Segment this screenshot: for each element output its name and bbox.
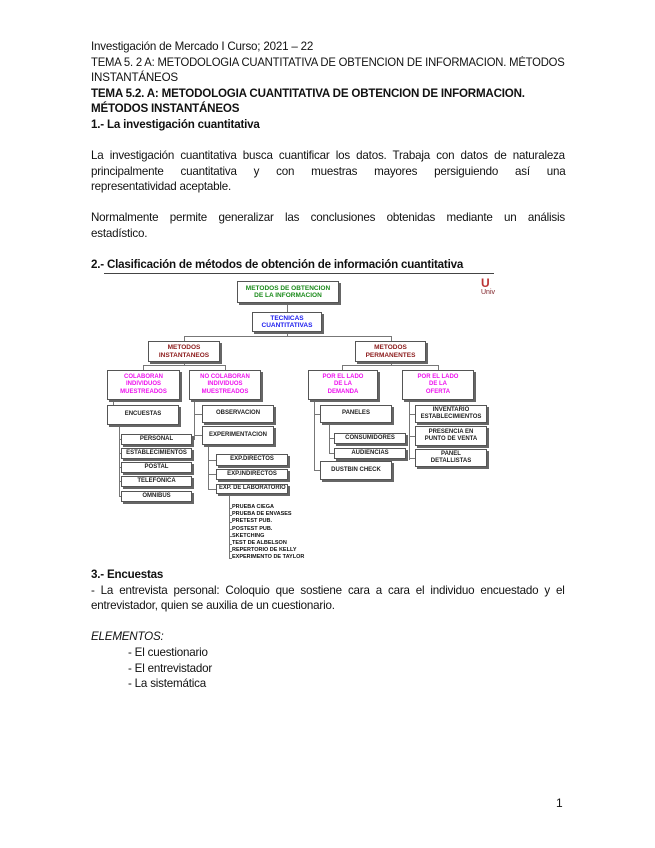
- diagram-node-demanda: [308, 370, 378, 400]
- lab-method-item: EXPERIMENTO DE TAYLOR: [232, 554, 305, 561]
- diagram-node-label: CONSUMIDORES: [345, 434, 395, 441]
- connector-line: [287, 303, 288, 312]
- diagram-node-postal: [121, 462, 192, 473]
- diagram-node-paneles: [320, 405, 392, 423]
- connector-line: [314, 400, 315, 470]
- diagram-node-label: ESTABLECIMIENTOS: [126, 449, 187, 456]
- list-item-text: - El cuestionario: [128, 646, 208, 659]
- diagram-node-personal: [121, 434, 192, 445]
- diagram-node-panel-detallistas: [415, 449, 487, 467]
- diagram-node-presencia: [415, 426, 487, 446]
- lab-method-item: POSTEST PUB.: [232, 525, 273, 532]
- paragraph-line-text: representatividad aceptable.: [91, 180, 232, 193]
- connector-line: [208, 489, 216, 490]
- connector-line: [342, 365, 438, 366]
- diagram-node-label: POR EL LADO DE LA DEMANDA: [322, 373, 364, 395]
- paragraph-line: [91, 583, 565, 599]
- elements-label-text: ELEMENTOS:: [91, 630, 164, 643]
- diagram-node-label: METODOS INSTANTANEOS: [158, 344, 210, 359]
- diagram-node-label: INVENTARIO ESTABLECIMIENTOS: [420, 406, 482, 420]
- lab-method-item: TEST DE ALBELSON: [232, 540, 287, 546]
- connector-line: [208, 445, 209, 489]
- document-title-text: TEMA 5.2. A: METODOLOGIA CUANTITATIVA DE OBTENCION DE INFORMACION.: [91, 86, 525, 100]
- diagram-node-label: TECNICAS CUANTITATIVAS: [261, 314, 313, 329]
- diagram-node-label: TELEFONICA: [137, 477, 176, 484]
- diagram-node-label: NO COLABORAN INDIVIDUOS MUESTREADOS: [200, 373, 250, 395]
- lab-method-item: PRUEBA CIEGA: [232, 504, 274, 510]
- diagram-node-label: PRESENCIA EN PUNTO DE VENTA: [424, 428, 478, 442]
- diagram-node-root: [237, 281, 339, 303]
- lab-method-item: PRETEST PUB.: [232, 518, 273, 525]
- lab-method-item: SKETCHING: [232, 532, 265, 539]
- diagram-node-label: METODOS DE OBTENCION DE LA INFORMACION: [245, 284, 331, 299]
- paragraph-line-text: La investigación cuantitativa busca cuantificar los datos. Trabaja con datos de naturaleza: [91, 149, 565, 162]
- header-line-text: INSTANTÁNEOS: [91, 71, 178, 84]
- diagram-node-label: POR EL LADO DE LA OFERTA: [417, 373, 459, 395]
- diagram-node-label: ENCUESTAS: [124, 411, 162, 418]
- diagram-node-experimentacion: [202, 426, 274, 445]
- diagram-node-label: EXP. DE LABORATORIO: [218, 485, 286, 492]
- diagram-node-permanentes: [355, 341, 426, 362]
- header-line-text: TEMA 5. 2 A: METODOLOGIA CUANTITATIVA DE OBTENCION DE INFORMACION. MÉTODOS: [91, 55, 565, 69]
- paragraph-line-text: estadístico.: [91, 226, 148, 240]
- section-heading-text: 1.- La investigación cuantitativa: [91, 117, 260, 131]
- connector-line: [208, 460, 216, 461]
- diagram-node-establecimientos: [121, 448, 192, 459]
- list-item: [128, 645, 558, 661]
- diagram-node-exp-laboratorio: [216, 484, 288, 494]
- lab-method-item: REPERTORIO DE KELLY: [232, 547, 297, 554]
- diagram-node-label: OMNIBUS: [142, 492, 171, 499]
- diagram-node-label: PERSONAL: [139, 435, 174, 442]
- diagram-node-consumidores: [334, 433, 406, 444]
- diagram-node-tecnicas: [252, 312, 322, 332]
- diagram-node-instantaneos: [148, 341, 220, 362]
- list-item: [128, 661, 558, 677]
- diagram-node-telefonica: [121, 476, 192, 487]
- diagram-node-colaboran: [107, 370, 180, 400]
- diagram-node-encuestas: [107, 405, 179, 425]
- connector-line: [409, 400, 410, 460]
- diagram-node-label: EXP.DIRECTOS: [230, 456, 274, 463]
- connector-line: [119, 425, 120, 497]
- diagram-node-no-colaboran: [189, 370, 261, 400]
- diagram-node-observacion: [202, 405, 274, 423]
- connector-line: [184, 336, 392, 337]
- divider: [104, 273, 494, 274]
- diagram-node-label: PANELES: [342, 410, 370, 417]
- connector-line: [184, 362, 185, 365]
- paragraph-line-text: principalmente cuantitativa y con muestras mayores persiguiendo así una: [91, 164, 566, 178]
- diagram-node-audiencias: [334, 448, 406, 459]
- paragraph-line-text: entrevistador, quien se auxilia de un cuestionario.: [91, 599, 335, 612]
- document-title-text: MÉTODOS INSTANTÁNEOS: [91, 102, 240, 115]
- diagram-node-label: OBSERVACION: [215, 410, 261, 417]
- lab-method-item: PRUEBA DE ENVASES: [232, 511, 292, 518]
- connector-line: [194, 435, 202, 436]
- list-item-text: - El entrevistador: [128, 661, 213, 675]
- paragraph-line-text: Normalmente permite generalizar las conclusiones obtenidas mediante un análisis: [91, 211, 565, 224]
- diagram-node-label: DUSTBIN CHECK: [331, 466, 381, 473]
- connector-line: [194, 400, 195, 440]
- header-line-text: Investigación de Mercado I Curso; 2021 – 22: [91, 40, 314, 53]
- diagram-node-omnibus: [121, 491, 192, 502]
- section-heading-text: 2.- Clasificación de métodos de obtención de información cuantitativa: [91, 258, 464, 271]
- paragraph-line: [91, 598, 565, 614]
- diagram-node-oferta: [402, 370, 474, 400]
- diagram-node-inventario: [415, 405, 487, 423]
- connector-line: [229, 494, 230, 558]
- diagram-node-exp-indirectos: [216, 469, 288, 480]
- elements-label: [91, 629, 565, 645]
- diagram-node-label: METODOS PERMANENTES: [365, 344, 416, 359]
- connector-line: [143, 365, 225, 366]
- section-heading: [91, 567, 565, 583]
- page-number: 1: [556, 796, 563, 810]
- list-item: [128, 676, 558, 692]
- diagram-node-exp-directos: [216, 454, 288, 466]
- diagram-node-label: EXPERIMENTACION: [209, 431, 267, 438]
- diagram-node-label: POSTAL: [144, 463, 169, 470]
- connector-line: [194, 414, 202, 415]
- diagram-node-label: EXP.INDIRECTOS: [227, 470, 277, 477]
- diagram-node-label: AUDIENCIAS: [351, 449, 389, 456]
- list-item-text: - La sistemática: [128, 677, 206, 690]
- paragraph-line-text: - La entrevista personal: Coloquio que sostiene cara a cara el individuo encuestado y el: [91, 583, 565, 597]
- university-logo: U Univ: [481, 276, 496, 296]
- diagram-node-dustbin: [320, 461, 392, 480]
- section-heading-text: 3.- Encuestas: [91, 568, 164, 581]
- connector-line: [208, 474, 216, 475]
- diagram-node-label: COLABORAN INDIVIDUOS MUESTREADOS: [120, 373, 167, 395]
- diagram-node-label: PANEL DETALLISTAS: [430, 450, 472, 464]
- connector-line: [391, 362, 392, 365]
